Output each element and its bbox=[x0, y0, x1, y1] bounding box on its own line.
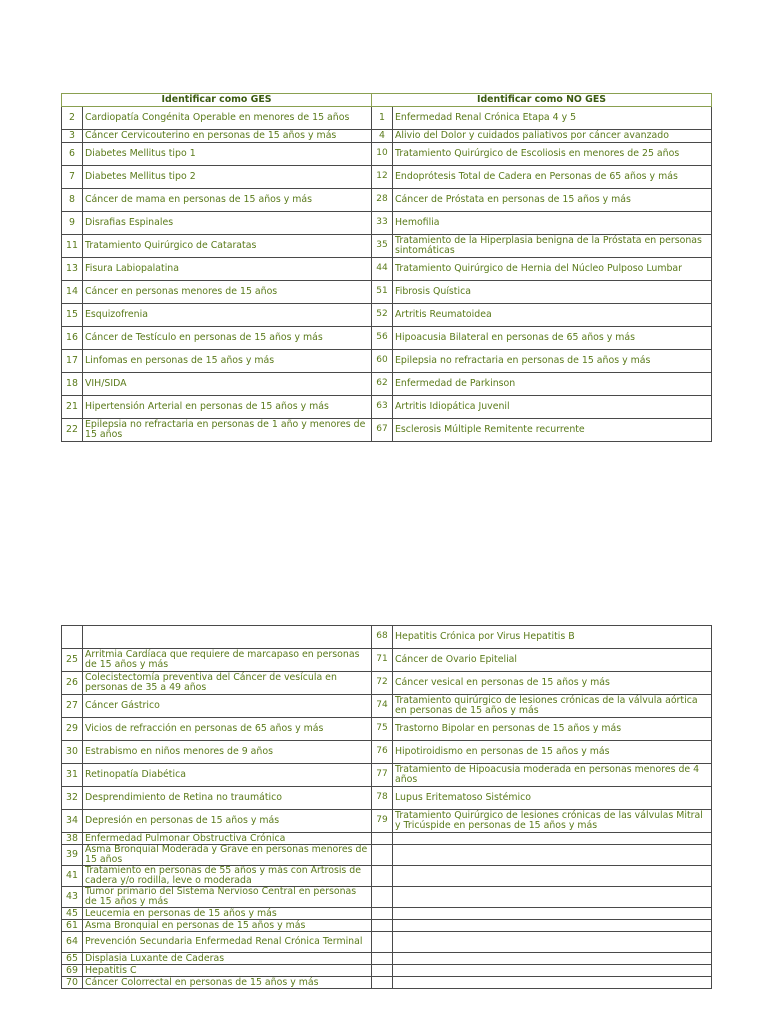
ges-condition: Vicios de refracción en personas de 65 años y más bbox=[83, 718, 372, 741]
table-row bbox=[62, 212, 712, 235]
ges-number: 3 bbox=[62, 130, 83, 143]
ges-condition: Cáncer Gástrico bbox=[83, 695, 372, 718]
no-ges-number: 10 bbox=[372, 143, 393, 166]
table-row bbox=[62, 908, 712, 920]
ges-number: 7 bbox=[62, 166, 83, 189]
no-ges-number: 12 bbox=[372, 166, 393, 189]
ges-number: 34 bbox=[62, 810, 83, 833]
no-ges-condition: Hemofilia bbox=[393, 212, 712, 235]
table-row bbox=[62, 695, 712, 718]
ges-condition: Linfomas en personas de 15 años y más bbox=[83, 350, 372, 373]
no-ges-number: 76 bbox=[372, 741, 393, 764]
no-ges-number: 71 bbox=[372, 649, 393, 672]
table-row bbox=[62, 107, 712, 130]
no-ges-condition bbox=[393, 977, 712, 989]
no-ges-condition: Hipoacusia Bilateral en personas de 65 años y más bbox=[393, 327, 712, 350]
no-ges-number bbox=[372, 977, 393, 989]
ges-condition: Hepatitis C bbox=[83, 965, 372, 977]
no-ges-condition: Enfermedad Renal Crónica Etapa 4 y 5 bbox=[393, 107, 712, 130]
ges-number: 69 bbox=[62, 965, 83, 977]
ges-condition: Desprendimiento de Retina no traumático bbox=[83, 787, 372, 810]
ges-number: 31 bbox=[62, 764, 83, 787]
ges-number: 29 bbox=[62, 718, 83, 741]
no-ges-number: 33 bbox=[372, 212, 393, 235]
ges-condition: Cáncer de mama en personas de 15 años y más bbox=[83, 189, 372, 212]
no-ges-condition: Artritis Reumatoidea bbox=[393, 304, 712, 327]
ges-number: 6 bbox=[62, 143, 83, 166]
table-row bbox=[62, 977, 712, 989]
table-row bbox=[62, 741, 712, 764]
table-row bbox=[62, 965, 712, 977]
table-row bbox=[62, 887, 712, 908]
ges-number: 14 bbox=[62, 281, 83, 304]
no-ges-condition: Fibrosis Quística bbox=[393, 281, 712, 304]
table-row bbox=[62, 718, 712, 741]
no-ges-condition: Artritis Idiopática Juvenil bbox=[393, 396, 712, 419]
no-ges-condition: Cáncer de Próstata en personas de 15 años y más bbox=[393, 189, 712, 212]
no-ges-condition: Lupus Eritematoso Sistémico bbox=[393, 787, 712, 810]
ges-number: 38 bbox=[62, 833, 83, 845]
ges-condition: Prevención Secundaria Enfermedad Renal Crónica Terminal bbox=[83, 932, 372, 953]
ges-number: 43 bbox=[62, 887, 83, 908]
ges-condition: Leucemia en personas de 15 años y más bbox=[83, 908, 372, 920]
header-no-ges: Identificar como NO GES bbox=[372, 94, 712, 107]
ges-number: 22 bbox=[62, 419, 83, 442]
table-row bbox=[62, 953, 712, 965]
no-ges-number bbox=[372, 887, 393, 908]
table-row bbox=[62, 350, 712, 373]
no-ges-condition: Cáncer vesical en personas de 15 años y más bbox=[393, 672, 712, 695]
no-ges-condition bbox=[393, 932, 712, 953]
table-row bbox=[62, 932, 712, 953]
no-ges-condition: Endoprótesis Total de Cadera en Personas de 65 años y más bbox=[393, 166, 712, 189]
ges-condition bbox=[83, 626, 372, 649]
no-ges-number: 51 bbox=[372, 281, 393, 304]
table-row bbox=[62, 833, 712, 845]
no-ges-condition: Tratamiento quirúrgico de lesiones crónicas de la válvula aórtica en personas de 15 años y más bbox=[393, 695, 712, 718]
table-row bbox=[62, 189, 712, 212]
ges-condition: Enfermedad Pulmonar Obstructiva Crónica bbox=[83, 833, 372, 845]
ges-number: 2 bbox=[62, 107, 83, 130]
ges-condition: Arritmia Cardíaca que requiere de marcapaso en personas de 15 años y más bbox=[83, 649, 372, 672]
no-ges-condition bbox=[393, 908, 712, 920]
no-ges-number: 60 bbox=[372, 350, 393, 373]
table-row bbox=[62, 327, 712, 350]
ges-number: 39 bbox=[62, 845, 83, 866]
table-row bbox=[62, 845, 712, 866]
ges-number: 64 bbox=[62, 932, 83, 953]
no-ges-condition bbox=[393, 833, 712, 845]
ges-number: 27 bbox=[62, 695, 83, 718]
ges-number: 45 bbox=[62, 908, 83, 920]
ges-condition: Tratamiento en personas de 55 años y más con Artrosis de cadera y/o rodilla, leve o moderada bbox=[83, 866, 372, 887]
ges-number: 70 bbox=[62, 977, 83, 989]
ges-condition: Cáncer en personas menores de 15 años bbox=[83, 281, 372, 304]
no-ges-condition bbox=[393, 953, 712, 965]
table-row bbox=[62, 649, 712, 672]
no-ges-number: 63 bbox=[372, 396, 393, 419]
table-row bbox=[62, 787, 712, 810]
ges-number: 18 bbox=[62, 373, 83, 396]
ges-condition: Esquizofrenia bbox=[83, 304, 372, 327]
no-ges-number: 75 bbox=[372, 718, 393, 741]
ges-condition: Retinopatía Diabética bbox=[83, 764, 372, 787]
table-row bbox=[62, 396, 712, 419]
no-ges-number: 56 bbox=[372, 327, 393, 350]
no-ges-number: 35 bbox=[372, 235, 393, 258]
no-ges-number: 77 bbox=[372, 764, 393, 787]
no-ges-condition bbox=[393, 845, 712, 866]
no-ges-condition: Hipotiroidismo en personas de 15 años y más bbox=[393, 741, 712, 764]
ges-condition: Hipertensión Arterial en personas de 15 años y más bbox=[83, 396, 372, 419]
ges-number: 25 bbox=[62, 649, 83, 672]
table-row bbox=[62, 866, 712, 887]
table-row bbox=[62, 920, 712, 932]
no-ges-number bbox=[372, 965, 393, 977]
table-row bbox=[62, 143, 712, 166]
table-row bbox=[62, 166, 712, 189]
no-ges-number bbox=[372, 845, 393, 866]
ges-condition: Epilepsia no refractaria en personas de 1 año y menores de 15 años bbox=[83, 419, 372, 442]
ges-condition: Colecistectomía preventiva del Cáncer de vesícula en personas de 35 a 49 años bbox=[83, 672, 372, 695]
ges-condition: Cardiopatía Congénita Operable en menores de 15 años bbox=[83, 107, 372, 130]
no-ges-number: 62 bbox=[372, 373, 393, 396]
no-ges-number: 28 bbox=[372, 189, 393, 212]
ges-condition: Disrafias Espinales bbox=[83, 212, 372, 235]
table-row bbox=[62, 373, 712, 396]
no-ges-condition bbox=[393, 920, 712, 932]
ges-number: 32 bbox=[62, 787, 83, 810]
no-ges-number bbox=[372, 920, 393, 932]
ges-condition: Cáncer Cervicouterino en personas de 15 años y más bbox=[83, 130, 372, 143]
ges-number: 9 bbox=[62, 212, 83, 235]
ges-condition: Cáncer Colorrectal en personas de 15 años y más bbox=[83, 977, 372, 989]
table-row bbox=[62, 810, 712, 833]
ges-condition: Displasia Luxante de Caderas bbox=[83, 953, 372, 965]
ges-number: 41 bbox=[62, 866, 83, 887]
no-ges-condition: Tratamiento de Hipoacusia moderada en personas menores de 4 años bbox=[393, 764, 712, 787]
no-ges-number: 52 bbox=[372, 304, 393, 327]
header-ges: Identificar como GES bbox=[62, 94, 372, 107]
ges-condition: Fisura Labiopalatina bbox=[83, 258, 372, 281]
no-ges-number: 79 bbox=[372, 810, 393, 833]
no-ges-condition: Enfermedad de Parkinson bbox=[393, 373, 712, 396]
no-ges-condition: Cáncer de Ovario Epitelial bbox=[393, 649, 712, 672]
table-row bbox=[62, 419, 712, 442]
table-row bbox=[62, 130, 712, 143]
ges-number: 17 bbox=[62, 350, 83, 373]
table-row bbox=[62, 281, 712, 304]
ges-number: 15 bbox=[62, 304, 83, 327]
ges-condition: Asma Bronquial en personas de 15 años y más bbox=[83, 920, 372, 932]
ges-number: 21 bbox=[62, 396, 83, 419]
table-row bbox=[62, 626, 712, 649]
no-ges-number: 78 bbox=[372, 787, 393, 810]
ges-number: 26 bbox=[62, 672, 83, 695]
no-ges-condition: Epilepsia no refractaria en personas de 15 años y más bbox=[393, 350, 712, 373]
no-ges-condition: Tratamiento de la Hiperplasia benigna de la Próstata en personas sintomáticas bbox=[393, 235, 712, 258]
ges-condition: Asma Bronquial Moderada y Grave en personas menores de 15 años bbox=[83, 845, 372, 866]
ges-condition: Cáncer de Testículo en personas de 15 años y más bbox=[83, 327, 372, 350]
ges-number: 11 bbox=[62, 235, 83, 258]
no-ges-condition bbox=[393, 965, 712, 977]
table-row bbox=[62, 304, 712, 327]
ges-number: 65 bbox=[62, 953, 83, 965]
ges-condition: Tratamiento Quirúrgico de Cataratas bbox=[83, 235, 372, 258]
no-ges-number: 68 bbox=[372, 626, 393, 649]
table-row bbox=[62, 672, 712, 695]
header-row bbox=[62, 94, 712, 107]
ges-condition: Diabetes Mellitus tipo 1 bbox=[83, 143, 372, 166]
ges-number bbox=[62, 626, 83, 649]
no-ges-condition bbox=[393, 887, 712, 908]
no-ges-number bbox=[372, 833, 393, 845]
no-ges-condition bbox=[393, 866, 712, 887]
ges-condition: Tumor primario del Sistema Nervioso Central en personas de 15 años y más bbox=[83, 887, 372, 908]
ges-table-2 bbox=[61, 625, 712, 989]
no-ges-number: 67 bbox=[372, 419, 393, 442]
ges-number: 8 bbox=[62, 189, 83, 212]
ges-condition: Estrabismo en niños menores de 9 años bbox=[83, 741, 372, 764]
no-ges-number bbox=[372, 953, 393, 965]
table-row bbox=[62, 764, 712, 787]
no-ges-condition: Tratamiento Quirúrgico de lesiones crónicas de las válvulas Mitral y Tricúspide en personas de 15 años y más bbox=[393, 810, 712, 833]
no-ges-condition: Alivio del Dolor y cuidados paliativos por cáncer avanzado bbox=[393, 130, 712, 143]
no-ges-number bbox=[372, 932, 393, 953]
ges-condition: Diabetes Mellitus tipo 2 bbox=[83, 166, 372, 189]
ges-table-1 bbox=[61, 93, 712, 442]
ges-number: 13 bbox=[62, 258, 83, 281]
ges-condition: VIH/SIDA bbox=[83, 373, 372, 396]
no-ges-number: 4 bbox=[372, 130, 393, 143]
no-ges-number bbox=[372, 908, 393, 920]
table-row bbox=[62, 258, 712, 281]
no-ges-condition: Esclerosis Múltiple Remitente recurrente bbox=[393, 419, 712, 442]
ges-number: 61 bbox=[62, 920, 83, 932]
no-ges-number: 44 bbox=[372, 258, 393, 281]
no-ges-condition: Tratamiento Quirúrgico de Hernia del Núcleo Pulposo Lumbar bbox=[393, 258, 712, 281]
ges-number: 30 bbox=[62, 741, 83, 764]
no-ges-condition: Hepatitis Crónica por Virus Hepatitis B bbox=[393, 626, 712, 649]
no-ges-number: 72 bbox=[372, 672, 393, 695]
ges-number: 16 bbox=[62, 327, 83, 350]
no-ges-condition: Trastorno Bipolar en personas de 15 años y más bbox=[393, 718, 712, 741]
no-ges-number: 74 bbox=[372, 695, 393, 718]
no-ges-number bbox=[372, 866, 393, 887]
no-ges-number: 1 bbox=[372, 107, 393, 130]
no-ges-condition: Tratamiento Quirúrgico de Escoliosis en menores de 25 años bbox=[393, 143, 712, 166]
table-row bbox=[62, 235, 712, 258]
ges-condition: Depresión en personas de 15 años y más bbox=[83, 810, 372, 833]
